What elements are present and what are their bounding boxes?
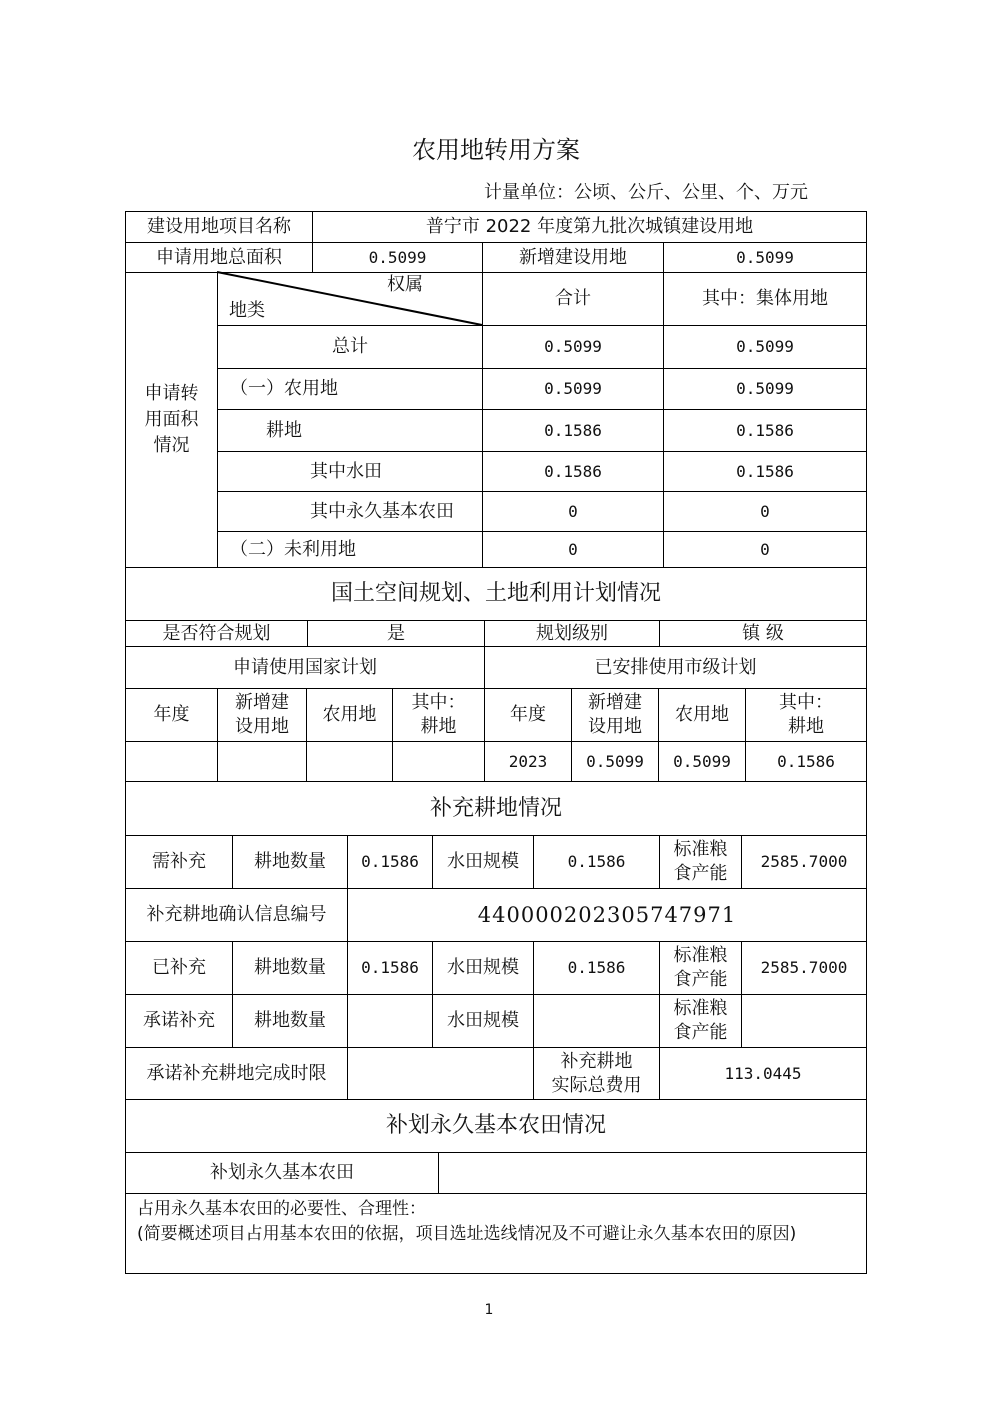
row-permanent-total: 0 [568, 501, 578, 521]
deadline-label: 承诺补充耕地完成时限 [146, 1062, 327, 1084]
basic-farmland-label: 补划永久基本农田 [210, 1162, 354, 1183]
total-area-value: 0.5099 [368, 247, 427, 267]
done-qty-label: 耕地数量 [254, 957, 326, 978]
row-farmland-collective: 0.5099 [736, 379, 794, 398]
cost-value: 113.0445 [724, 1063, 802, 1083]
city-year-value: 2023 [508, 751, 548, 771]
confirm-code-label: 补充耕地确认信息编号 [146, 904, 327, 925]
necessity-note: (简要概述项目占用基本农田的依据，项目选址选线情况及不可避让永久基本农田的原因) [137, 1224, 797, 1244]
conversion-section-label: 申请转 用面积 情况 [144, 383, 199, 456]
row-farmland-total: 0.5099 [544, 379, 602, 398]
need-qty-value: 0.1586 [361, 852, 419, 871]
promise-grain-label: 标准粮 食产能 [673, 998, 728, 1043]
row-arable-collective: 0.1586 [736, 420, 794, 440]
page-title: 农用地转用方案 [412, 136, 580, 164]
done-grain-label: 标准粮 食产能 [673, 945, 728, 990]
conform-label: 是否符合规划 [162, 622, 271, 644]
city-new-value: 0.5099 [586, 751, 644, 771]
need-qty-label: 耕地数量 [254, 851, 326, 872]
row-unused-label: （二）未利用地 [230, 538, 356, 560]
row-arable-total: 0.1586 [544, 420, 602, 440]
need-paddy-value: 0.1586 [567, 852, 626, 871]
plan-level-label: 规划级别 [536, 622, 608, 644]
project-name-label: 建设用地项目名称 [147, 216, 291, 237]
need-label: 需补充 [152, 851, 206, 872]
row-total-collective: 0.5099 [736, 337, 794, 356]
row-permanent-label: 其中永久基本农田 [310, 500, 454, 522]
new-construction-label: 新增建设用地 [519, 246, 627, 268]
project-name-value: 普宁市 2022 年度第九批次城镇建设用地 [425, 216, 754, 237]
confirm-code-value: 440000202305747971 [477, 903, 737, 927]
done-qty-value: 0.1586 [361, 958, 419, 977]
new-construction-value: 0.5099 [736, 247, 794, 267]
promise-paddy-label: 水田规模 [447, 1010, 519, 1031]
necessity-block [137, 1197, 863, 1247]
city-col-farm: 农用地 [675, 704, 729, 725]
national-col-arable: 其中： 耕地 [411, 692, 466, 737]
row-unused-collective: 0 [760, 539, 770, 559]
done-paddy-value: 0.1586 [567, 958, 626, 977]
col-total-header: 合计 [555, 288, 591, 309]
city-arable-value: 0.1586 [777, 751, 835, 771]
row-arable-label: 耕地 [266, 419, 302, 441]
unit-line: 计量单位：公顷、公斤、公里、个、万元 [484, 182, 808, 203]
diag-header-landtype: 地类 [229, 300, 265, 321]
row-unused-total: 0 [568, 539, 578, 559]
conform-value: 是 [387, 622, 405, 644]
city-col-arable: 其中： 耕地 [779, 692, 833, 737]
national-col-farm: 农用地 [322, 704, 377, 725]
row-farmland-label: （一）农用地 [230, 378, 338, 399]
promise-label: 承诺补充 [143, 1010, 215, 1031]
total-area-label: 申请用地总面积 [156, 246, 282, 268]
city-col-year: 年度 [510, 704, 546, 725]
done-paddy-label: 水田规模 [447, 957, 519, 978]
row-permanent-collective: 0 [760, 501, 770, 521]
need-paddy-label: 水田规模 [447, 851, 519, 872]
row-paddy-total: 0.1586 [544, 461, 602, 481]
national-col-year: 年度 [153, 704, 190, 725]
city-col-new: 新增建 设用地 [588, 692, 642, 737]
plan-level-value: 镇 级 [742, 622, 784, 644]
row-total-total: 0.5099 [544, 337, 602, 356]
row-paddy-label: 其中水田 [310, 460, 382, 482]
col-collective-header: 其中：集体用地 [702, 288, 828, 309]
done-grain-value: 2585.7000 [760, 958, 848, 977]
promise-qty-label: 耕地数量 [254, 1010, 326, 1031]
national-col-new: 新增建 设用地 [235, 692, 289, 737]
necessity-title: 占用永久基本农田的必要性、合理性： [137, 1199, 426, 1219]
city-plan-label: 已安排使用市级计划 [594, 656, 757, 678]
row-paddy-collective: 0.1586 [736, 461, 794, 481]
row-total-label: 总计 [332, 336, 368, 357]
need-grain-value: 2585.7000 [760, 852, 848, 871]
need-grain-label: 标准粮 食产能 [673, 839, 728, 884]
national-plan-label: 申请使用国家计划 [233, 656, 377, 678]
supplement-heading: 补充耕地情况 [429, 795, 562, 821]
cost-label: 补充耕地 实际总费用 [551, 1050, 642, 1096]
planning-heading: 国土空间规划、土地利用计划情况 [330, 581, 661, 606]
page-number: 1 [484, 1302, 494, 1318]
diag-header-ownership: 权属 [387, 274, 423, 295]
city-farm-value: 0.5099 [673, 751, 731, 771]
basic-farmland-heading: 补划永久基本农田情况 [385, 1113, 606, 1138]
done-label: 已补充 [152, 957, 206, 978]
